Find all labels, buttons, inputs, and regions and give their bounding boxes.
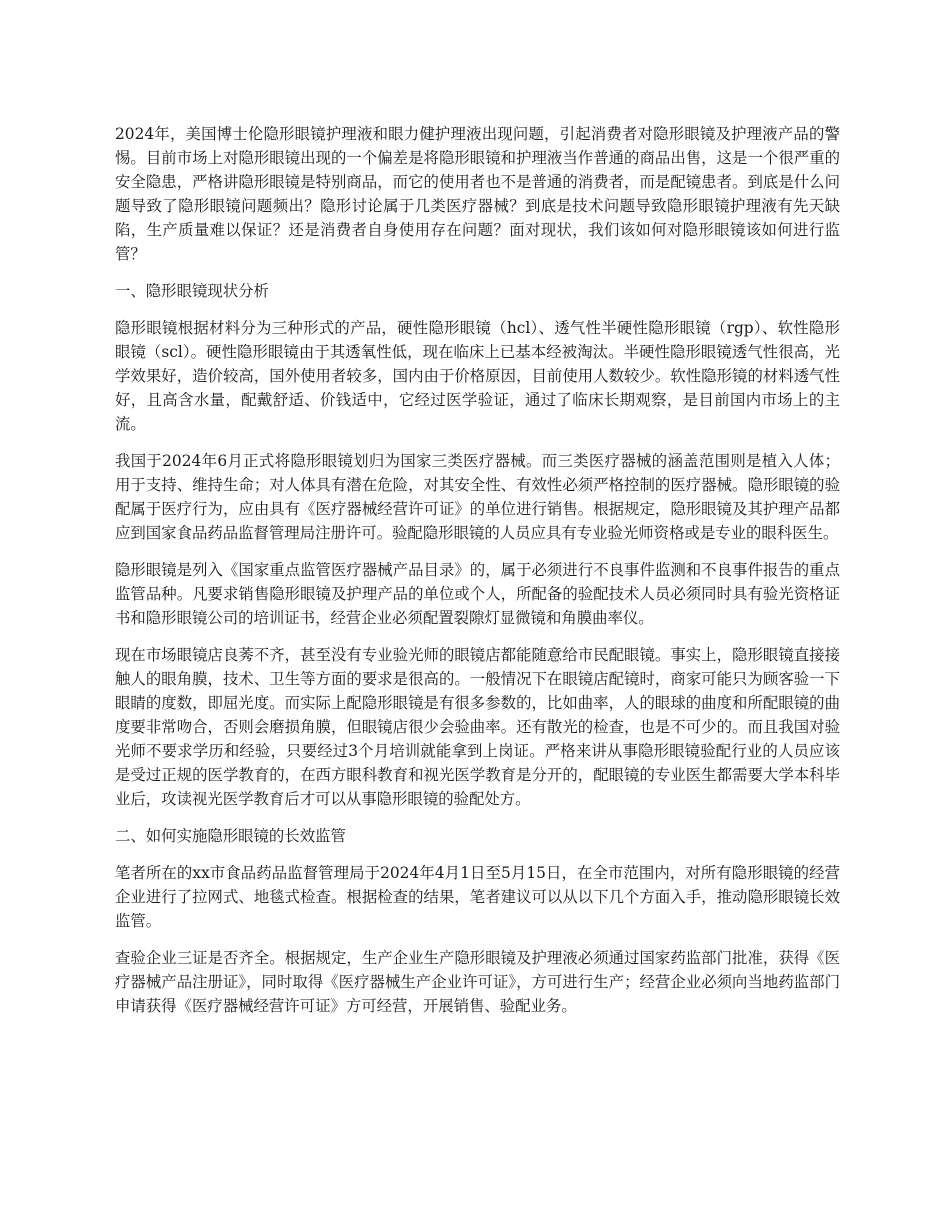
section-heading-1: 一、隐形眼镜现状分析: [115, 282, 269, 300]
document-body: [115, 122, 840, 1031]
paragraph-intro: 2024年，美国博士伦隐形眼镜护理液和眼力健护理液出现问题，引起消费者对隐形眼镜及护理液产品的警惕。目前市场上对隐形眼镜出现的一个偏差是将隐形眼镜和护理液当作普通的商品出售，这是一个很严重的安全隐患，严格讲隐形眼镜是特别商品，而它的使用者也不是普通的消费者，而是配镜患者。到底是什么问题导致了隐形眼镜问题频出？隐形讨论属于几类医疗器械？到底是技术问题导致隐形眼镜护理液有先天缺陷，生产质量难以保证？还是消费者自身使用存在问题？面对现状，我们该如何对隐形眼镜该如何进行监管？: [115, 125, 840, 263]
paragraph-classification: 我国于2024年6月正式将隐形眼镜划归为国家三类医疗器械。而三类医疗器械的涵盖范围则是植入人体；用于支持、维持生命；对人体具有潜在危险，对其安全性、有效性必须严格控制的医疗器械。隐形眼镜的验配属于医疗行为，应由具有《医疗器械经营许可证》的单位进行销售。根据规定，隐形眼镜及其护理产品都应到国家食品药品监督管理局注册许可。验配隐形眼镜的人员应具有专业验光师资格或是专业的眼科医生。: [115, 452, 840, 542]
section-heading-2: 二、如何实施隐形眼镜的长效监管: [115, 827, 346, 845]
paragraph-key-supervision: 隐形眼镜是列入《国家重点监管医疗器械产品目录》的，属于必须进行不良事件监测和不良事件报告的重点监管品种。凡要求销售隐形眼镜及护理产品的单位或个人，所配备的验配技术人员必须同时具有验光资格证书和隐形眼镜公司的培训证书，经营企业必须配置裂隙灯显微镜和角膜曲率仪。: [115, 561, 840, 627]
paragraph-certificates: 查验企业三证是否齐全。根据规定，生产企业生产隐形眼镜及护理液必须通过国家药监部门批准，获得《医疗器械产品注册证》，同时取得《医疗器械生产企业许可证》，方可进行生产；经营企业必须向当地药监部门申请获得《医疗器械经营许可证》方可经营，开展销售、验配业务。: [115, 949, 840, 1015]
paragraph-inspection: 笔者所在的xx市食品药品监督管理局于2024年4月1日至5月15日，在全市范围内，对所有隐形眼镜的经营企业进行了拉网式、地毯式检查。根据检查的结果，笔者建议可以从以下几个方面入手，推动隐形眼镜长效监管。: [115, 864, 840, 930]
paragraph-types: 隐形眼镜根据材料分为三种形式的产品，硬性隐形眼镜（hcl）、透气性半硬性隐形眼镜（rgp）、软性隐形眼镜（scl）。硬性隐形眼镜由于其透氧性低，现在临床上已基本经被淘汰。半硬性隐形眼镜透气性很高，光学效果好，造价较高，国外使用者较多，国内由于价格原因，目前使用人数较少。软性隐形镜的材料透气性好，且高含水量，配戴舒适、价钱适中，它经过医学验证，通过了临床长期观察，是目前国内市场上的主流。: [115, 319, 840, 433]
paragraph-market-status: 现在市场眼镜店良莠不齐，甚至没有专业验光师的眼镜店都能随意给市民配眼镜。事实上，隐形眼镜直接接触人的眼角膜，技术、卫生等方面的要求是很高的。一般情况下在眼镜店配镜时，商家可能只为顾客验一下眼睛的度数，即屈光度。而实际上配隐形眼镜是有很多参数的，比如曲率，人的眼球的曲度和所配眼镜的曲度要非常吻合，否则会磨损角膜，但眼镜店很少会验曲率。还有散光的检查，也是不可少的。而且我国对验光师不要求学历和经验，只要经过3个月培训就能拿到上岗证。严格来讲从事隐形眼镜验配行业的人员应该是受过正规的医学教育的，在西方眼科教育和视光医学教育是分开的，配眼镜的专业医生都需要大学本科毕业后，攻读视光医学教育后才可以从事隐形眼镜的验配处方。: [115, 646, 840, 808]
